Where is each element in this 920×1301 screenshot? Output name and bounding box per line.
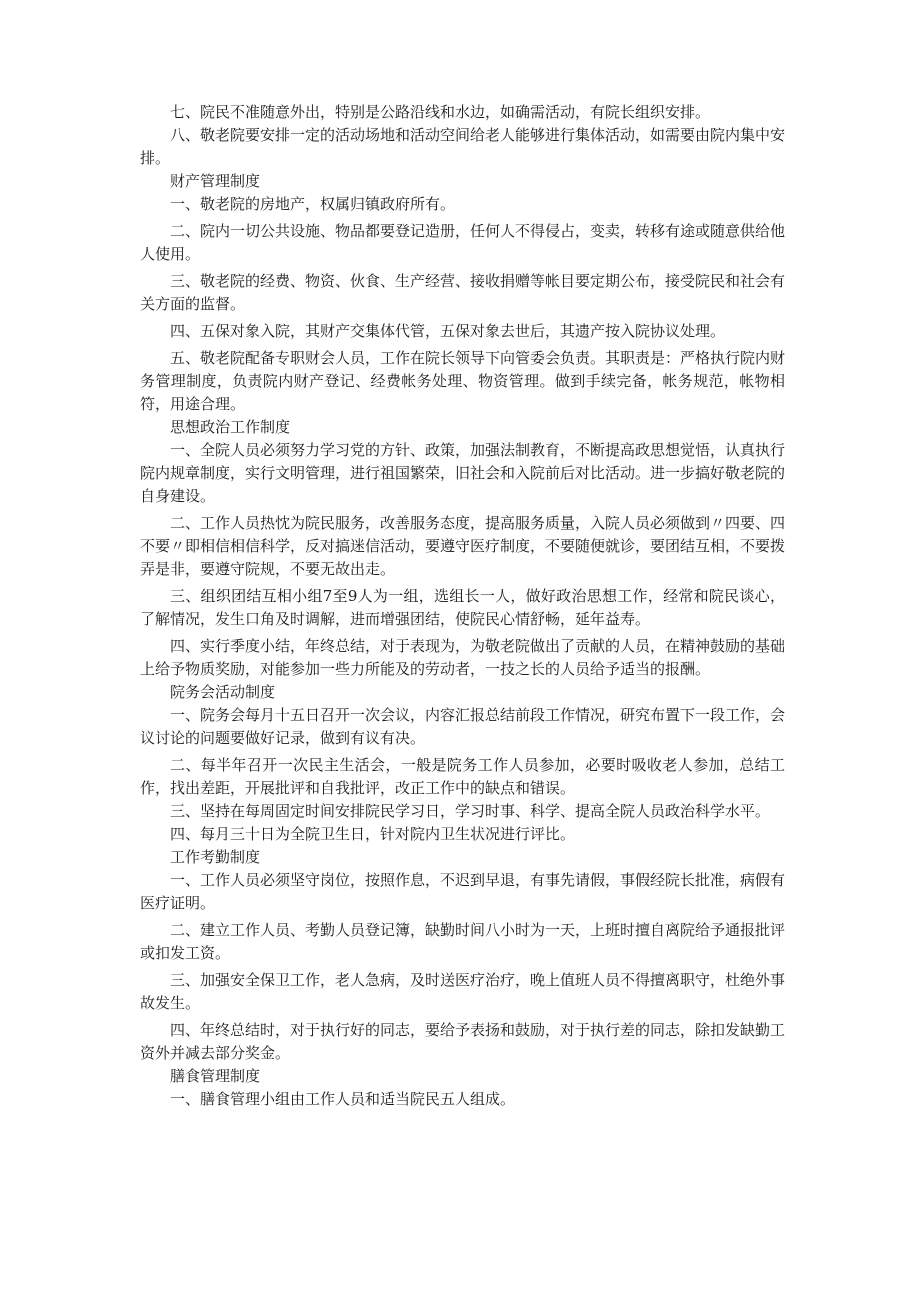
paragraph-rule-7: 七、院民不准随意外出，特别是公路沿线和水边，如确需活动，有院长组织安排。 bbox=[170, 103, 711, 121]
paragraph: 一、院务会每月十五日召开一次会议，内容汇报总结前段工作情况，研究布置下一段工作，会议讨论的问题要做好记录，做到有议有决。 bbox=[140, 706, 786, 747]
paragraph: 四、五保对象入院，其财产交集体代管，五保对象去世后，其遗产按入院协议处理。 bbox=[170, 322, 726, 340]
paragraph: 三、敬老院的经费、物资、伙食、生产经营、接收捐赠等帐目要定期公布，接受院民和社会有关方面的监督。 bbox=[140, 272, 786, 313]
paragraph: 二、院内一切公共设施、物品都要登记造册，任何人不得侵占，变卖，转移有途或随意供给他人使用。 bbox=[140, 222, 786, 263]
section-heading-property: 财产管理制度 bbox=[170, 172, 261, 190]
section-heading-attendance: 工作考勤制度 bbox=[170, 848, 261, 866]
section-heading-dining: 膳食管理制度 bbox=[170, 1067, 261, 1085]
paragraph: 四、每月三十日为全院卫生日，针对院内卫生状况进行评比。 bbox=[170, 825, 576, 843]
section-heading-council: 院务会活动制度 bbox=[170, 683, 276, 701]
paragraph: 三、坚持在每周固定时间安排院民学习日，学习时事、科学、提高全院人员政治科学水平。 bbox=[170, 802, 771, 820]
paragraph: 四、年终总结时，对于执行好的同志，要给予表扬和鼓励，对于执行差的同志，除扣发缺勤工资外并减去部分奖金。 bbox=[140, 1021, 786, 1062]
paragraph: 一、全院人员必须努力学习党的方针、政策，加强法制教育，不断提高政思想觉悟，认真执行院内规章制度，实行文明管理，进行祖国繁荣，旧社会和入院前后对比活动。进一步搞好敬老院的自身建设。 bbox=[140, 441, 786, 505]
paragraph: 三、加强安全保卫工作，老人急病，及时送医疗治疗，晚上值班人员不得擅离职守，杜绝外事故发生。 bbox=[140, 971, 786, 1012]
paragraph: 一、膳食管理小组由工作人员和适当院民五人组成。 bbox=[170, 1090, 516, 1108]
paragraph: 五、敬老院配备专职财会人员，工作在院长领导下向管委会负责。其职责是：严格执行院内财务管理制度，负责院内财产登记、经费帐务处理、物资管理。做到手续完备，帐务规范，帐物相符，用途合理。 bbox=[140, 349, 786, 413]
paragraph: 一、工作人员必须坚守岗位，按照作息，不迟到早退，有事先请假，事假经院长批准，病假有医疗证明。 bbox=[140, 871, 786, 912]
section-heading-ideology: 思想政治工作制度 bbox=[170, 418, 291, 436]
paragraph: 二、建立工作人员、考勤人员登记簿，缺勤时间八小时为一天，上班时擅自离院给予通报批评或扣发工资。 bbox=[140, 921, 786, 962]
paragraph: 四、实行季度小结，年终总结，对于表现为，为敬老院做出了贡献的人员，在精神鼓励的基础上给予物质奖励，对能参加一些力所能及的劳动者，一技之长的人员给予适当的报酬。 bbox=[140, 637, 786, 678]
paragraph: 二、工作人员热忱为院民服务，改善服务态度，提高服务质量，入院人员必须做到〃四要、四不要〃即相信相信科学，反对搞迷信活动，要遵守医疗制度，不要随便就诊，要团结互相，不要拨弄是非，要遵守院规，不要无故出走。 bbox=[140, 514, 786, 578]
paragraph: 三、组织团结互相小组7至9人为一组，选组长一人，做好政治思想工作，经常和院民谈心，了解情况，发生口角及时调解，进而增强团结，使院民心情舒畅，延年益寿。 bbox=[140, 587, 785, 628]
paragraph: 一、敬老院的房地产，权属归镇政府所有。 bbox=[170, 195, 456, 213]
document-page bbox=[140, 101, 785, 1111]
paragraph: 二、每半年召开一次民主生活会，一般是院务工作人员参加，必要时吸收老人参加，总结工作，找出差距，开展批评和自我批评，改正工作中的缺点和错误。 bbox=[140, 756, 785, 797]
paragraph-rule-8: 八、敬老院要安排一定的活动场地和活动空间给老人能够进行集体活动，如需要由院内集中安排。 bbox=[140, 126, 786, 167]
